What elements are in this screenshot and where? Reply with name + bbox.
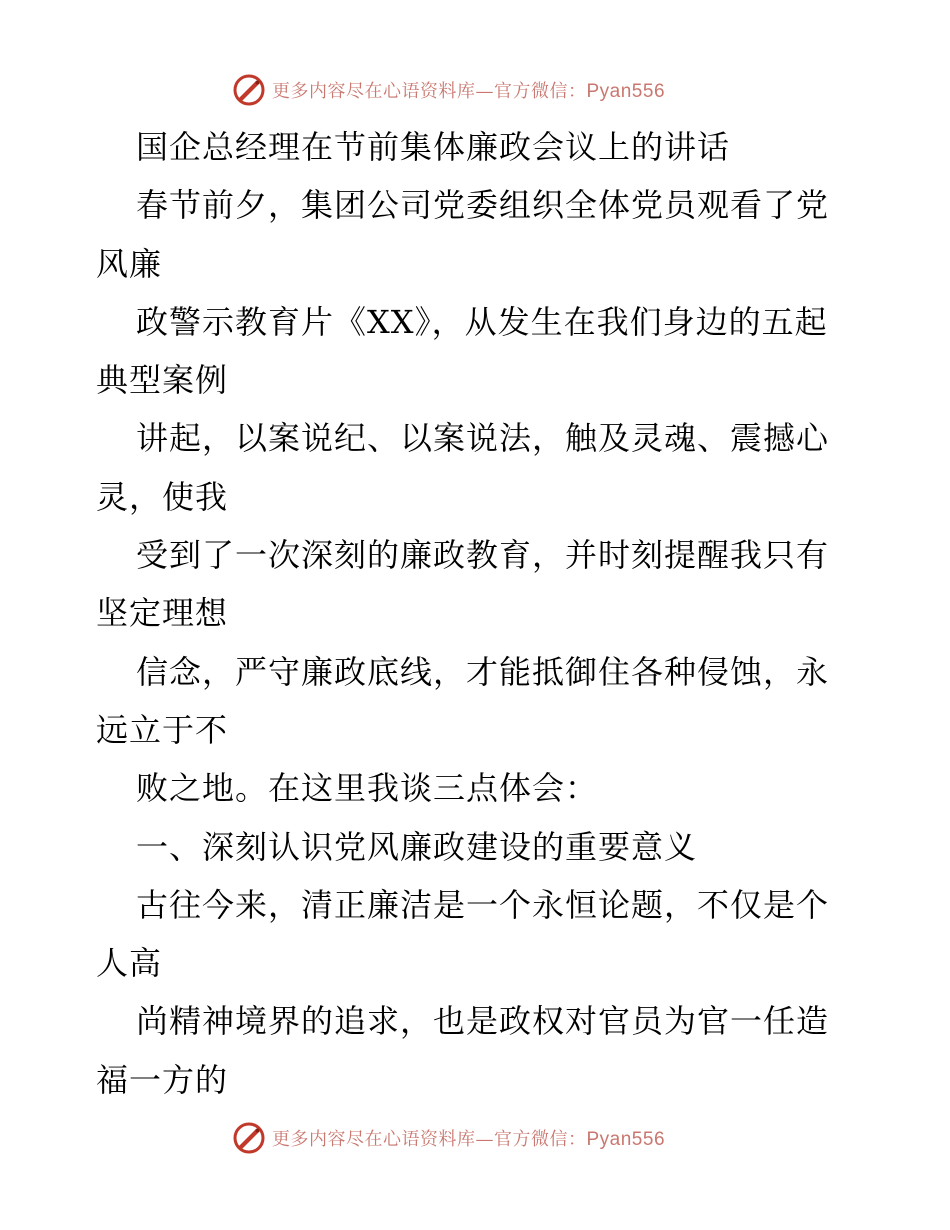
text-line: 坚定理想 [96, 594, 229, 633]
text-line: 受到了一次深刻的廉政教育，并时刻提醒我只有 [136, 536, 830, 575]
text-line: 讲起，以案说纪、以案说法，触及灵魂、震撼心 [136, 419, 830, 458]
text-line: 典型案例 [96, 361, 229, 400]
text-line: 春节前夕，集团公司党委组织全体党员观看了党 [136, 186, 830, 225]
text-line: 国企总经理在节前集体廉政会议上的讲话 [136, 128, 731, 166]
watermark-text: 更多内容尽在心语资料库—官方微信：Pyan556 [272, 81, 666, 102]
header-watermark [232, 70, 665, 110]
watermark-text: 更多内容尽在心语资料库—官方微信：Pyan556 [272, 1129, 666, 1150]
text-line: 败之地。在这里我谈三点体会： [136, 769, 599, 808]
text-line: 古往今来，清正廉洁是一个永恒论题，不仅是个 [136, 885, 830, 924]
document-body [96, 118, 856, 1109]
text-line: 灵，使我 [96, 477, 229, 516]
text-line: 尚精神境界的追求，也是政权对官员为官一任造 [136, 1002, 830, 1041]
text-line: 风廉 [96, 244, 163, 283]
text-line: 一、深刻认识党风廉政建设的重要意义 [136, 827, 698, 866]
footer-watermark [232, 1118, 665, 1158]
text-line: 远立于不 [96, 710, 229, 749]
text-line: 福一方的 [96, 1060, 229, 1099]
text-line: 人高 [96, 944, 163, 983]
text-line: 政警示教育片《XX》，从发生在我们身边的五起 [136, 302, 828, 341]
text-line: 信念，严守廉政底线，才能抵御住各种侵蚀，永 [136, 652, 830, 691]
pen-logo-icon [232, 73, 266, 107]
pen-logo-icon [232, 1121, 266, 1155]
